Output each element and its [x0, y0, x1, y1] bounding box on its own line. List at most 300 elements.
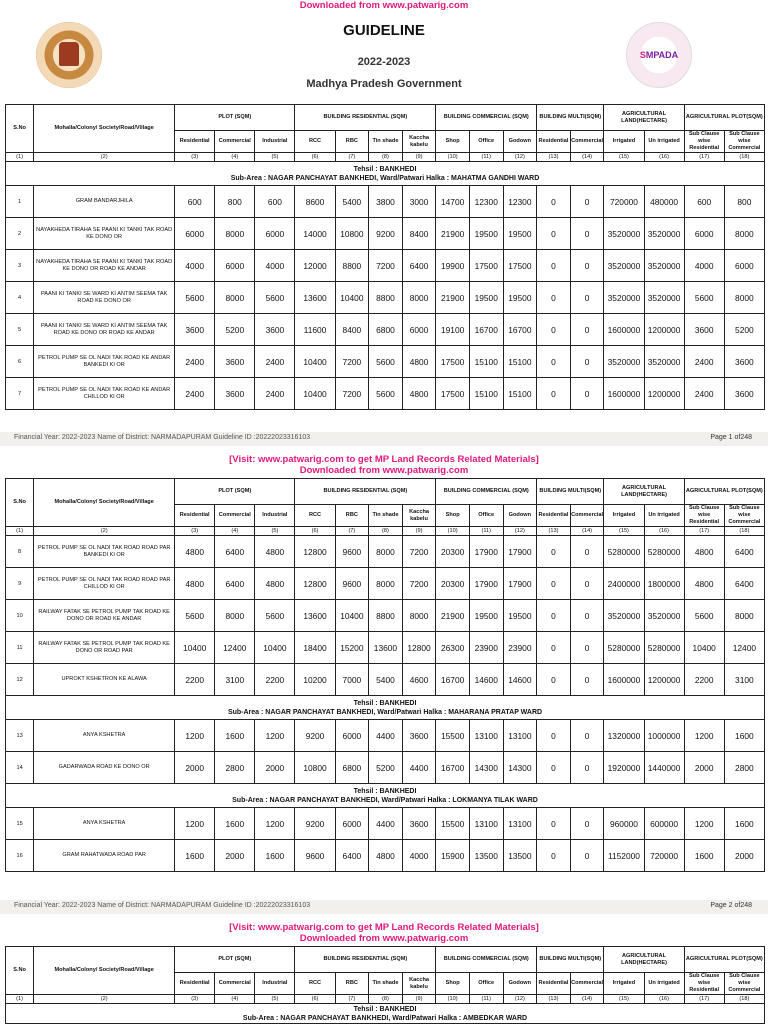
- serial-number: 2: [6, 218, 34, 250]
- rate-value: 0: [537, 664, 571, 696]
- sub-area-label: Sub-Area : NAGAR PANCHAYAT BANKHEDI, Ward/Patwari Halka : MAHATMA GANDHI WARD: [230, 174, 540, 182]
- rate-value: 0: [537, 378, 571, 410]
- locality-name: UPROKT KSHETRON KE ALAWA: [34, 664, 175, 696]
- document-page-2: [0, 452, 768, 892]
- rate-value: 8400: [335, 314, 369, 346]
- rate-value: 14000: [295, 218, 335, 250]
- header-residential: Residential: [537, 131, 571, 153]
- rate-value: 0: [537, 536, 571, 568]
- rate-value: 2400: [255, 346, 295, 378]
- header-sno: S.No: [6, 947, 34, 995]
- column-number: (10): [436, 995, 470, 1004]
- serial-number: 3: [6, 250, 34, 282]
- rate-value: 8000: [215, 600, 255, 632]
- rate-value: 7200: [335, 378, 369, 410]
- sub-area-heading: [6, 1004, 765, 1024]
- column-number: (6): [295, 995, 335, 1004]
- table-row: [6, 250, 765, 282]
- rate-value: 7200: [369, 250, 403, 282]
- header-building-multi: BUILDING MULTI(SQM): [537, 105, 604, 131]
- rate-value: 5400: [335, 186, 369, 218]
- rate-value: 13600: [295, 282, 335, 314]
- table-row: [6, 720, 765, 752]
- locality-name: NAYAKHEDA TIRAHA SE PAANI KI TANKI TAK ROAD KE DONO OR: [34, 218, 175, 250]
- rate-value: 12800: [295, 536, 335, 568]
- rate-value: 19500: [469, 600, 503, 632]
- rate-value: 5600: [255, 600, 295, 632]
- rate-value: 5280000: [644, 632, 684, 664]
- rate-value: 7200: [335, 346, 369, 378]
- rate-value: 8000: [724, 218, 764, 250]
- rate-value: 3520000: [604, 600, 644, 632]
- header-building-multi: BUILDING MULTI(SQM): [537, 947, 604, 973]
- header-building-commercial: BUILDING COMMERCIAL (SQM): [436, 105, 537, 131]
- rate-value: 1440000: [644, 752, 684, 784]
- rate-value: 12000: [295, 250, 335, 282]
- serial-number: 14: [6, 752, 34, 784]
- rate-value: 2200: [175, 664, 215, 696]
- serial-number: 9: [6, 568, 34, 600]
- download-note: Downloaded from www.patwarig.com: [299, 465, 469, 476]
- rate-value: 4400: [369, 720, 403, 752]
- rate-value: 1600: [215, 808, 255, 840]
- serial-number: 11: [6, 632, 34, 664]
- visit-note: [Visit: www.patwarig.com to get MP Land Records Related Materials]: [229, 454, 539, 465]
- rate-value: 6800: [335, 752, 369, 784]
- rate-value: 1200000: [644, 664, 684, 696]
- rate-value: 12400: [724, 632, 764, 664]
- header-building-multi: BUILDING MULTI(SQM): [537, 479, 604, 505]
- header-subcom: Sub Clause wise Commercial: [724, 973, 764, 995]
- rate-value: 2400: [684, 378, 724, 410]
- rate-value: 1800000: [644, 568, 684, 600]
- rate-value: 800: [724, 186, 764, 218]
- header-commercial: Commercial: [215, 505, 255, 527]
- rate-value: 5200: [369, 752, 403, 784]
- column-number: (9): [402, 527, 436, 536]
- rate-value: 17900: [469, 568, 503, 600]
- rate-value: 5280000: [604, 536, 644, 568]
- table-row: [6, 346, 765, 378]
- column-number: (14): [570, 995, 604, 1004]
- rate-value: 4800: [175, 536, 215, 568]
- locality-name: GRAM RAHATWADA ROAD PAR: [34, 840, 175, 872]
- rate-value: 20300: [436, 536, 470, 568]
- tehsil-label: Tehsil : BANKHEDI: [353, 787, 417, 795]
- rate-value: 16700: [469, 314, 503, 346]
- header-shop: Shop: [436, 131, 470, 153]
- rate-value: 6400: [724, 568, 764, 600]
- serial-number: 5: [6, 314, 34, 346]
- sub-area-heading: [6, 784, 765, 808]
- rate-value: 15200: [335, 632, 369, 664]
- header-commercial: Commercial: [215, 973, 255, 995]
- rate-value: 12800: [295, 568, 335, 600]
- column-number: (18): [724, 153, 764, 162]
- rate-value: 5600: [175, 600, 215, 632]
- rate-value: 12800: [402, 632, 436, 664]
- column-number: (16): [644, 527, 684, 536]
- rate-value: 17900: [469, 536, 503, 568]
- rate-value: 5400: [369, 664, 403, 696]
- rate-value: 0: [537, 568, 571, 600]
- rate-value: 1600: [215, 720, 255, 752]
- rate-value: 1600000: [604, 314, 644, 346]
- rate-value: 10400: [295, 346, 335, 378]
- rate-value: 1000000: [644, 720, 684, 752]
- rate-value: 3100: [215, 664, 255, 696]
- rate-value: 0: [537, 840, 571, 872]
- rate-value: 8000: [402, 600, 436, 632]
- table-row: [6, 314, 765, 346]
- column-number: (5): [255, 153, 295, 162]
- rate-value: 7200: [402, 536, 436, 568]
- header-plot: PLOT (SQM): [175, 947, 295, 973]
- rate-value: 3520000: [644, 218, 684, 250]
- rate-value: 0: [570, 568, 604, 600]
- rate-value: 9200: [295, 720, 335, 752]
- rate-value: 8000: [215, 218, 255, 250]
- rate-value: 2000: [175, 752, 215, 784]
- rate-value: 2400: [175, 378, 215, 410]
- column-number: (18): [724, 995, 764, 1004]
- header-godown: Godown: [503, 973, 537, 995]
- header-residential: Residential: [175, 973, 215, 995]
- rate-value: 1200000: [644, 378, 684, 410]
- serial-number: 16: [6, 840, 34, 872]
- footer-info: Financial Year: 2022-2023 Name of District: NARMADAPURAM Guideline ID :20222023316103: [14, 434, 311, 441]
- header-plot: PLOT (SQM): [175, 105, 295, 131]
- rate-value: 5600: [369, 378, 403, 410]
- rate-value: 0: [570, 218, 604, 250]
- column-number: (3): [175, 153, 215, 162]
- header-office: Office: [469, 131, 503, 153]
- header-rcc: RCC: [295, 131, 335, 153]
- page-number: Page 2 of248: [710, 902, 752, 909]
- rate-value: 3520000: [604, 346, 644, 378]
- rate-value: 6000: [684, 218, 724, 250]
- rate-value: 5280000: [644, 536, 684, 568]
- rate-value: 2800: [215, 752, 255, 784]
- header-agricultural-land: AGRICULTURAL LAND(HECTARE): [604, 479, 684, 505]
- rate-value: 13100: [469, 720, 503, 752]
- header-shop: Shop: [436, 505, 470, 527]
- column-number: (8): [369, 527, 403, 536]
- rate-value: 6000: [175, 218, 215, 250]
- rate-value: 6800: [369, 314, 403, 346]
- rate-value: 10400: [335, 600, 369, 632]
- rate-value: 1200: [684, 720, 724, 752]
- download-note: Downloaded from www.patwarig.com: [299, 0, 469, 11]
- document-page-1: [0, 0, 768, 428]
- rate-value: 0: [537, 314, 571, 346]
- rate-value: 4800: [255, 536, 295, 568]
- rate-value: 9600: [295, 840, 335, 872]
- rate-value: 8000: [402, 282, 436, 314]
- locality-name: PAANI KI TANKI SE WARD KI ANTIM SEEMA TAK ROAD KE DONO OR: [34, 282, 175, 314]
- rate-value: 1200: [684, 808, 724, 840]
- column-number: (18): [724, 527, 764, 536]
- rate-value: 0: [537, 720, 571, 752]
- header-rbc: RBC: [335, 973, 369, 995]
- column-number: (11): [469, 995, 503, 1004]
- header-locality: Mohalla/Colony/ Society/Road/Village: [34, 105, 175, 153]
- rate-value: 12400: [215, 632, 255, 664]
- rate-value: 4600: [402, 664, 436, 696]
- rate-value: 4000: [255, 250, 295, 282]
- column-number: (13): [537, 527, 571, 536]
- rate-value: 3600: [402, 720, 436, 752]
- rate-value: 15100: [469, 346, 503, 378]
- rate-value: 8000: [215, 282, 255, 314]
- rate-value: 19900: [436, 250, 470, 282]
- header-industrial: Industrial: [255, 505, 295, 527]
- rate-value: 0: [537, 346, 571, 378]
- rate-value: 10400: [335, 282, 369, 314]
- header-commercial: Commercial: [570, 973, 604, 995]
- rate-value: 17900: [503, 536, 537, 568]
- header-rbc: RBC: [335, 131, 369, 153]
- column-number: (12): [503, 153, 537, 162]
- header-subcom: Sub Clause wise Commercial: [724, 131, 764, 153]
- rate-value: 2000: [215, 840, 255, 872]
- tehsil-label: Tehsil : BANKHEDI: [353, 699, 417, 707]
- rate-value: 16700: [503, 314, 537, 346]
- header-industrial: Industrial: [255, 973, 295, 995]
- rate-value: 23900: [503, 632, 537, 664]
- rate-value: 0: [570, 840, 604, 872]
- serial-number: 1: [6, 186, 34, 218]
- column-number: (15): [604, 527, 644, 536]
- rate-value: 0: [537, 282, 571, 314]
- rate-value: 0: [570, 536, 604, 568]
- year-label: 2022-2023: [357, 56, 411, 68]
- rate-value: 720000: [644, 840, 684, 872]
- rate-value: 3800: [369, 186, 403, 218]
- rate-value: 13500: [503, 840, 537, 872]
- rate-value: 15500: [436, 808, 470, 840]
- rate-value: 0: [570, 314, 604, 346]
- locality-name: PAANI KI TANKI SE WARD KI ANTIM SEEMA TAK ROAD KE DONO OR ROAD KE ANDAR: [34, 314, 175, 346]
- rate-value: 2200: [684, 664, 724, 696]
- locality-name: PETROL PUMP SE OL NADI TAK ROAD KE ANDAR BANKEDI KI OR: [34, 346, 175, 378]
- rate-value: 6000: [215, 250, 255, 282]
- rate-value: 9600: [335, 536, 369, 568]
- rate-value: 5600: [369, 346, 403, 378]
- header-commercial: Commercial: [570, 505, 604, 527]
- table-row: [6, 664, 765, 696]
- rate-value: 3600: [255, 314, 295, 346]
- header-commercial: Commercial: [215, 131, 255, 153]
- rate-value: 800: [215, 186, 255, 218]
- rate-value: 480000: [644, 186, 684, 218]
- column-number: (3): [175, 527, 215, 536]
- column-number: (10): [436, 527, 470, 536]
- rate-value: 3520000: [644, 282, 684, 314]
- column-number: (1): [6, 153, 34, 162]
- sub-area-heading: [6, 696, 765, 720]
- rate-value: 6400: [335, 840, 369, 872]
- rate-value: 17500: [436, 378, 470, 410]
- rate-value: 21900: [436, 600, 470, 632]
- header-subcom: Sub Clause wise Commercial: [724, 505, 764, 527]
- table-row: [6, 536, 765, 568]
- header-plot: PLOT (SQM): [175, 479, 295, 505]
- sub-area-label: Sub-Area : NAGAR PANCHAYAT BANKHEDI, Ward/Patwari Halka : MAHARANA PRATAP WARD: [227, 708, 543, 716]
- rate-value: 19500: [469, 282, 503, 314]
- column-number: (4): [215, 153, 255, 162]
- column-number: (12): [503, 527, 537, 536]
- rate-value: 0: [537, 752, 571, 784]
- rate-value: 1600: [724, 720, 764, 752]
- column-number: (3): [175, 995, 215, 1004]
- rate-value: 8000: [724, 600, 764, 632]
- rate-value: 3600: [684, 314, 724, 346]
- tehsil-label: Tehsil : BANKHEDI: [353, 165, 417, 173]
- column-number: (17): [684, 153, 724, 162]
- rate-value: 3600: [175, 314, 215, 346]
- header-rbc: RBC: [335, 505, 369, 527]
- rate-value: 720000: [604, 186, 644, 218]
- locality-name: ANYA KSHETRA: [34, 808, 175, 840]
- rate-value: 0: [570, 282, 604, 314]
- rate-value: 0: [537, 250, 571, 282]
- rate-value: 17900: [503, 568, 537, 600]
- column-number: (4): [215, 527, 255, 536]
- rate-value: 960000: [604, 808, 644, 840]
- column-number: (16): [644, 153, 684, 162]
- rate-value: 5280000: [604, 632, 644, 664]
- column-number: (17): [684, 995, 724, 1004]
- table-row: [6, 186, 765, 218]
- rate-value: 18400: [295, 632, 335, 664]
- header-tinshade: Tin shade: [369, 505, 403, 527]
- table-row: [6, 840, 765, 872]
- sub-area-label: Sub-Area : NAGAR PANCHAYAT BANKHEDI, Ward/Patwari Halka : LOKMANYA TILAK WARD: [232, 796, 538, 804]
- column-number: (2): [34, 527, 175, 536]
- rate-value: 6400: [215, 536, 255, 568]
- rate-value: 2000: [724, 840, 764, 872]
- serial-number: 7: [6, 378, 34, 410]
- government-label: Madhya Pradesh Government: [306, 78, 462, 90]
- column-number: (14): [570, 153, 604, 162]
- rate-value: 15100: [503, 346, 537, 378]
- page-number: Page 1 of248: [710, 434, 752, 441]
- column-number: (8): [369, 995, 403, 1004]
- rate-value: 5200: [724, 314, 764, 346]
- rate-value: 3520000: [644, 600, 684, 632]
- rate-value: 19500: [503, 218, 537, 250]
- rate-value: 0: [537, 808, 571, 840]
- rate-value: 0: [537, 218, 571, 250]
- rate-value: 0: [570, 250, 604, 282]
- rate-value: 13100: [503, 808, 537, 840]
- rate-value: 3600: [215, 378, 255, 410]
- column-number: (7): [335, 527, 369, 536]
- column-number: (16): [644, 995, 684, 1004]
- header-residential: Residential: [537, 973, 571, 995]
- rate-value: 21900: [436, 282, 470, 314]
- rate-value: 6000: [335, 808, 369, 840]
- guideline-table-page-1: [5, 104, 765, 410]
- rate-value: 7000: [335, 664, 369, 696]
- rate-value: 1152000: [604, 840, 644, 872]
- rate-value: 8400: [402, 218, 436, 250]
- header-office: Office: [469, 505, 503, 527]
- serial-number: 15: [6, 808, 34, 840]
- locality-name: GADARWADA ROAD KE DONO OR: [34, 752, 175, 784]
- rate-value: 3520000: [644, 250, 684, 282]
- sampada-logo-icon: SMPADA: [626, 22, 692, 88]
- header-locality: Mohalla/Colony/ Society/Road/Village: [34, 947, 175, 995]
- column-number: (11): [469, 153, 503, 162]
- locality-name: RAILWAY FATAK SE PETROL PUMP TAK ROAD KE DONO OR ROAD KE ANDAR: [34, 600, 175, 632]
- locality-name: RAILWAY FATAK SE PETROL PUMP TAK ROAD KE DONO OR ROAD PAR: [34, 632, 175, 664]
- rate-value: 0: [570, 664, 604, 696]
- rate-value: 6000: [255, 218, 295, 250]
- rate-value: 19100: [436, 314, 470, 346]
- rate-value: 19500: [503, 600, 537, 632]
- rate-value: 2000: [684, 752, 724, 784]
- column-number: (8): [369, 153, 403, 162]
- rate-value: 8000: [724, 282, 764, 314]
- rate-value: 3520000: [604, 218, 644, 250]
- rate-value: 5600: [684, 282, 724, 314]
- column-number: (6): [295, 153, 335, 162]
- rate-value: 13500: [469, 840, 503, 872]
- header-subres: Sub Clause wise Residential: [684, 131, 724, 153]
- header-rcc: RCC: [295, 505, 335, 527]
- rate-value: 13600: [295, 600, 335, 632]
- rate-value: 26300: [436, 632, 470, 664]
- sub-area-heading: [6, 162, 765, 186]
- rate-value: 600: [175, 186, 215, 218]
- rate-value: 0: [570, 808, 604, 840]
- rate-value: 23900: [469, 632, 503, 664]
- header-irrigated: Irrigated: [604, 131, 644, 153]
- rate-value: 6000: [335, 720, 369, 752]
- rate-value: 4800: [255, 568, 295, 600]
- rate-value: 10400: [295, 378, 335, 410]
- rate-value: 1600000: [604, 378, 644, 410]
- header-irrigated: Irrigated: [604, 505, 644, 527]
- column-number: (17): [684, 527, 724, 536]
- rate-value: 0: [570, 600, 604, 632]
- rate-value: 10400: [255, 632, 295, 664]
- rate-value: 6400: [724, 536, 764, 568]
- rate-value: 2800: [724, 752, 764, 784]
- header-building-residential: BUILDING RESIDENTIAL (SQM): [295, 479, 436, 505]
- rate-value: 4400: [369, 808, 403, 840]
- header-residential: Residential: [537, 505, 571, 527]
- header-unirrigated: Un irrigated: [644, 973, 684, 995]
- rate-value: 1320000: [604, 720, 644, 752]
- rate-value: 1600: [255, 840, 295, 872]
- rate-value: 5600: [255, 282, 295, 314]
- rate-value: 3600: [215, 346, 255, 378]
- rate-value: 10800: [335, 218, 369, 250]
- rate-value: 1600: [724, 808, 764, 840]
- rate-value: 4800: [175, 568, 215, 600]
- rate-value: 15500: [436, 720, 470, 752]
- header-unirrigated: Un irrigated: [644, 505, 684, 527]
- rate-value: 8800: [369, 600, 403, 632]
- header-godown: Godown: [503, 505, 537, 527]
- rate-value: 4800: [369, 840, 403, 872]
- column-number: (10): [436, 153, 470, 162]
- table-row: [6, 568, 765, 600]
- rate-value: 2200: [255, 664, 295, 696]
